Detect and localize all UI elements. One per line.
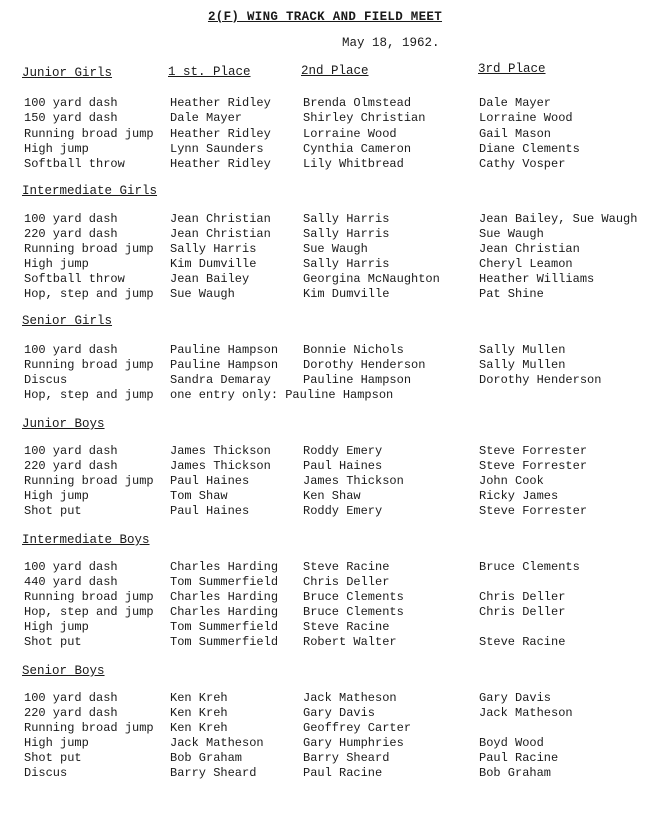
third-place-cell: Steve Forrester — [479, 459, 588, 473]
first-place-cell: Sally Harris — [170, 242, 257, 256]
first-place-cell: Paul Haines — [170, 474, 250, 488]
second-place-cell: Sally Harris — [303, 212, 390, 226]
event-cell: Shot put — [24, 751, 82, 765]
second-place-cell: Lorraine Wood — [303, 126, 397, 141]
event-cell: Shot put — [24, 635, 82, 649]
second-place-cell: Brenda Olmstead — [303, 96, 412, 110]
event-cell: 100 yard dash — [24, 444, 118, 458]
first-place-cell: Charles Harding — [170, 590, 279, 604]
third-place-cell: Bruce Clements — [479, 560, 580, 574]
second-place-cell: Chris Deller — [303, 575, 390, 589]
section-title: Senior Boys — [22, 664, 105, 678]
section-title: Intermediate Girls — [22, 184, 158, 198]
event-cell: 100 yard dash — [24, 212, 118, 226]
event-cell: 220 yard dash — [24, 227, 118, 241]
section-title: Intermediate Boys — [22, 533, 150, 547]
first-place-cell: James Thickson — [170, 459, 271, 473]
first-place-cell: Tom Shaw — [170, 489, 228, 503]
first-place-cell: Pauline Hampson — [170, 358, 279, 372]
first-place-cell: Kim Dumville — [170, 257, 257, 271]
second-place-cell: Pauline Hampson — [303, 373, 412, 387]
first-place-cell: Charles Harding — [170, 560, 279, 574]
second-place-cell: Bruce Clements — [303, 605, 404, 619]
first-place-cell: one entry only: Pauline Hampson — [170, 388, 394, 402]
second-place-cell: Gary Davis — [303, 706, 376, 720]
first-place-cell: Jack Matheson — [170, 736, 264, 750]
second-place-cell: Robert Walter — [303, 635, 397, 649]
second-place-cell: Geoffrey Carter — [303, 721, 412, 735]
first-place-cell: Lynn Saunders — [170, 141, 264, 156]
third-place-cell: Sue Waugh — [479, 227, 544, 241]
second-place-cell: Bruce Clements — [303, 590, 404, 604]
second-place-cell: Shirley Christian — [303, 111, 426, 126]
second-place-cell: Barry Sheard — [303, 751, 390, 765]
second-place-cell: Sally Harris — [303, 257, 390, 271]
second-place-cell: Roddy Emery — [303, 504, 383, 518]
second-place-cell: Kim Dumville — [303, 287, 390, 301]
meet-date: May 18, 1962. — [342, 36, 440, 50]
event-cell: 440 yard dash — [24, 575, 118, 589]
event-cell: Softball throw — [24, 272, 125, 286]
second-place-cell: Paul Racine — [303, 766, 383, 780]
event-cell: High jump — [24, 141, 89, 156]
first-place-cell: Ken Kreh — [170, 691, 228, 705]
first-place-header: 1 st. Place — [168, 65, 251, 79]
second-place-cell: Gary Humphries — [303, 736, 404, 750]
third-place-cell: Steve Forrester — [479, 504, 588, 518]
second-place-header: 2nd Place — [301, 64, 369, 78]
second-place-cell: Steve Racine — [303, 620, 390, 634]
first-place-cell: Heather Ridley — [170, 96, 271, 110]
event-cell: Hop, step and jump — [24, 388, 154, 402]
event-cell: 100 yard dash — [24, 96, 118, 110]
event-cell: High jump — [24, 620, 89, 634]
first-place-cell: Sue Waugh — [170, 287, 235, 301]
first-place-cell: Charles Harding — [170, 605, 279, 619]
third-place-cell: Bob Graham — [479, 766, 552, 780]
event-cell: Running broad jump — [24, 474, 154, 488]
second-place-cell: Steve Racine — [303, 560, 390, 574]
first-place-cell: Sandra Demaray — [170, 373, 271, 387]
event-cell: Running broad jump — [24, 126, 154, 141]
first-place-cell: Heather Ridley — [170, 126, 271, 141]
document-title: 2(F) WING TRACK AND FIELD MEET — [207, 10, 443, 24]
third-place-cell: Pat Shine — [479, 287, 544, 301]
second-place-cell: Dorothy Henderson — [303, 358, 426, 372]
third-place-cell: Steve Racine — [479, 635, 566, 649]
third-place-cell: Dorothy Henderson — [479, 373, 602, 387]
third-place-cell: Cheryl Leamon — [479, 257, 573, 271]
event-cell: High jump — [24, 257, 89, 271]
third-place-cell: Chris Deller — [479, 605, 566, 619]
third-place-cell: Heather Williams — [479, 272, 595, 286]
third-place-cell: Jean Christian — [479, 242, 580, 256]
event-cell: Softball throw — [24, 157, 125, 172]
third-place-cell: Jack Matheson — [479, 706, 573, 720]
first-place-cell: Ken Kreh — [170, 721, 228, 735]
third-place-cell: Chris Deller — [479, 590, 566, 604]
event-cell: High jump — [24, 736, 89, 750]
third-place-cell: Jean Bailey, Sue Waugh — [479, 212, 638, 226]
section-title: Junior Boys — [22, 417, 105, 431]
first-place-cell: Jean Christian — [170, 227, 271, 241]
third-place-cell: Sally Mullen — [479, 358, 566, 372]
event-cell: Discus — [24, 766, 68, 780]
second-place-cell: Sue Waugh — [303, 242, 368, 256]
first-place-cell: Ken Kreh — [170, 706, 228, 720]
first-place-cell: Dale Mayer — [170, 111, 243, 126]
event-cell: 100 yard dash — [24, 343, 118, 357]
third-place-cell: Cathy Vosper — [479, 157, 566, 172]
third-place-cell: Gary Davis — [479, 691, 552, 705]
event-cell: Hop, step and jump — [24, 287, 154, 301]
second-place-cell: James Thickson — [303, 474, 404, 488]
first-place-cell: Tom Summerfield — [170, 620, 279, 634]
third-place-cell: John Cook — [479, 474, 544, 488]
event-cell: 100 yard dash — [24, 560, 118, 574]
event-cell: Running broad jump — [24, 242, 154, 256]
event-cell: 150 yard dash — [24, 111, 118, 126]
event-cell: Running broad jump — [24, 358, 154, 372]
first-place-cell: Pauline Hampson — [170, 343, 279, 357]
second-place-cell: Bonnie Nichols — [303, 343, 404, 357]
second-place-cell: Jack Matheson — [303, 691, 397, 705]
third-place-cell: Ricky James — [479, 489, 559, 503]
third-place-cell: Diane Clements — [479, 141, 580, 156]
event-cell: Hop, step and jump — [24, 605, 154, 619]
second-place-cell: Georgina McNaughton — [303, 272, 440, 286]
event-cell: Running broad jump — [24, 590, 154, 604]
third-place-cell: Gail Mason — [479, 126, 552, 141]
second-place-cell: Roddy Emery — [303, 444, 383, 458]
second-place-cell: Ken Shaw — [303, 489, 361, 503]
third-place-cell: Steve Forrester — [479, 444, 588, 458]
event-cell: Running broad jump — [24, 721, 154, 735]
first-place-cell: Tom Summerfield — [170, 575, 279, 589]
section-title: Senior Girls — [22, 314, 113, 328]
third-place-cell: Paul Racine — [479, 751, 559, 765]
third-place-header: 3rd Place — [478, 62, 546, 76]
event-cell: 220 yard dash — [24, 459, 118, 473]
second-place-cell: Cynthia Cameron — [303, 141, 412, 156]
first-place-cell: Barry Sheard — [170, 766, 257, 780]
event-cell: 100 yard dash — [24, 691, 118, 705]
event-cell: High jump — [24, 489, 89, 503]
first-place-cell: Paul Haines — [170, 504, 250, 518]
second-place-cell: Paul Haines — [303, 459, 383, 473]
third-place-cell: Lorraine Wood — [479, 111, 573, 126]
first-place-cell: Tom Summerfield — [170, 635, 279, 649]
second-place-cell: Sally Harris — [303, 227, 390, 241]
event-cell: Discus — [24, 373, 68, 387]
second-place-cell: Lily Whitbread — [303, 157, 404, 172]
first-place-cell: Jean Bailey — [170, 272, 250, 286]
first-place-cell: James Thickson — [170, 444, 271, 458]
event-cell: Shot put — [24, 504, 82, 518]
third-place-cell: Sally Mullen — [479, 343, 566, 357]
first-place-cell: Heather Ridley — [170, 157, 271, 172]
section-title: Junior Girls — [22, 66, 113, 80]
first-place-cell: Bob Graham — [170, 751, 243, 765]
third-place-cell: Dale Mayer — [479, 96, 552, 110]
event-cell: 220 yard dash — [24, 706, 118, 720]
third-place-cell: Boyd Wood — [479, 736, 544, 750]
first-place-cell: Jean Christian — [170, 212, 271, 226]
